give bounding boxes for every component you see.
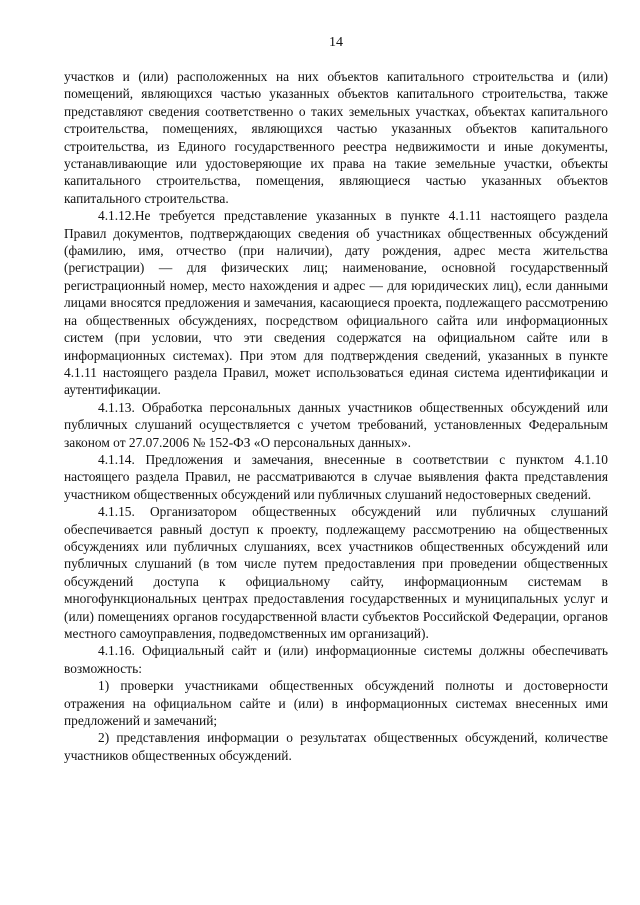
- paragraph-continuation: участков и (или) расположенных на них объектов капитального строительства и (или) помещений, являющихся частью указанных объектов капитального строительства, также представляют сведения соответственно о таких земельных участках, объектах капитального строительства, помещениях, являющихся частью указанных объектов капитального строительства, из Единого государственного реестра недвижимости и иные документы, устанавливающие или удостоверяющие их права на такие земельные участки, объекты капитального строительства, помещения, являющиеся частью указанных объектов капитального строительства.: [64, 69, 608, 206]
- paragraph-4-1-14: 4.1.14. Предложения и замечания, внесенные в соответствии с пунктом 4.1.10 настоящего раздела Правил, не рассматриваются в случае выявления факта представления участником общественных обсуждений или публичных слушаний недостоверных сведений.: [64, 451, 608, 502]
- list-item-1: 1) проверки участниками общественных обсуждений полноты и достоверности отражения на официальном сайте и (или) в информационных системах внесенных ими предложений и замечаний;: [64, 678, 608, 729]
- list-item-2: 2) представления информации о результатах общественных обсуждений, количестве участников общественных обсуждений.: [64, 730, 608, 763]
- paragraph-4-1-12: 4.1.12.Не требуется представление указанных в пункте 4.1.11 настоящего раздела Правил документов, подтверждающих сведения об участниках общественных обсуждений (фамилию, имя, отчество (при наличии), дату рождения, адрес места жительства (регистрации) — для физических лиц; наименование, основной государственный регистрационный номер, место нахождения и адрес — для юридических лиц), если данными лицами вносятся предложения и замечания, касающиеся проекта, подлежащего рассмотрению на общественных обсуждениях, посредством официального сайта или информационных систем (при условии, что эти сведения содержатся на официальном сайте или в информационных системах). При этом для подтверждения сведений, указанных в пункте 4.1.11 настоящего раздела Правил, может использоваться единая система идентификации и аутентификации.: [64, 208, 608, 398]
- paragraph-4-1-16: 4.1.16. Официальный сайт и (или) информационные системы должны обеспечивать возможность:: [64, 643, 608, 676]
- paragraph-4-1-13: 4.1.13. Обработка персональных данных участников общественных обсуждений или публичных слушаний осуществляется с учетом требований, установленных Федеральным законом от 27.07.2006 № 152-ФЗ «О персональных данных».: [64, 399, 608, 450]
- paragraph-4-1-15: 4.1.15. Организатором общественных обсуждений или публичных слушаний обеспечивается равный доступ к проекту, подлежащему рассмотрению на общественных обсуждениях или публичных слушаниях, всех участников общественных обсуждений или публичных слушаний (в том числе путем предоставления при проведении общественных обсуждений доступа к официальному сайту, информационным системам в многофункциональных центрах предоставления государственных и муниципальных услуг и (или) помещениях органов государственной власти субъектов Российской Федерации, органов местного самоуправления, подведомственных им организаций).: [64, 504, 608, 641]
- page-number: 14: [329, 35, 343, 50]
- document-page: [64, 34, 608, 764]
- document-body: [64, 68, 608, 764]
